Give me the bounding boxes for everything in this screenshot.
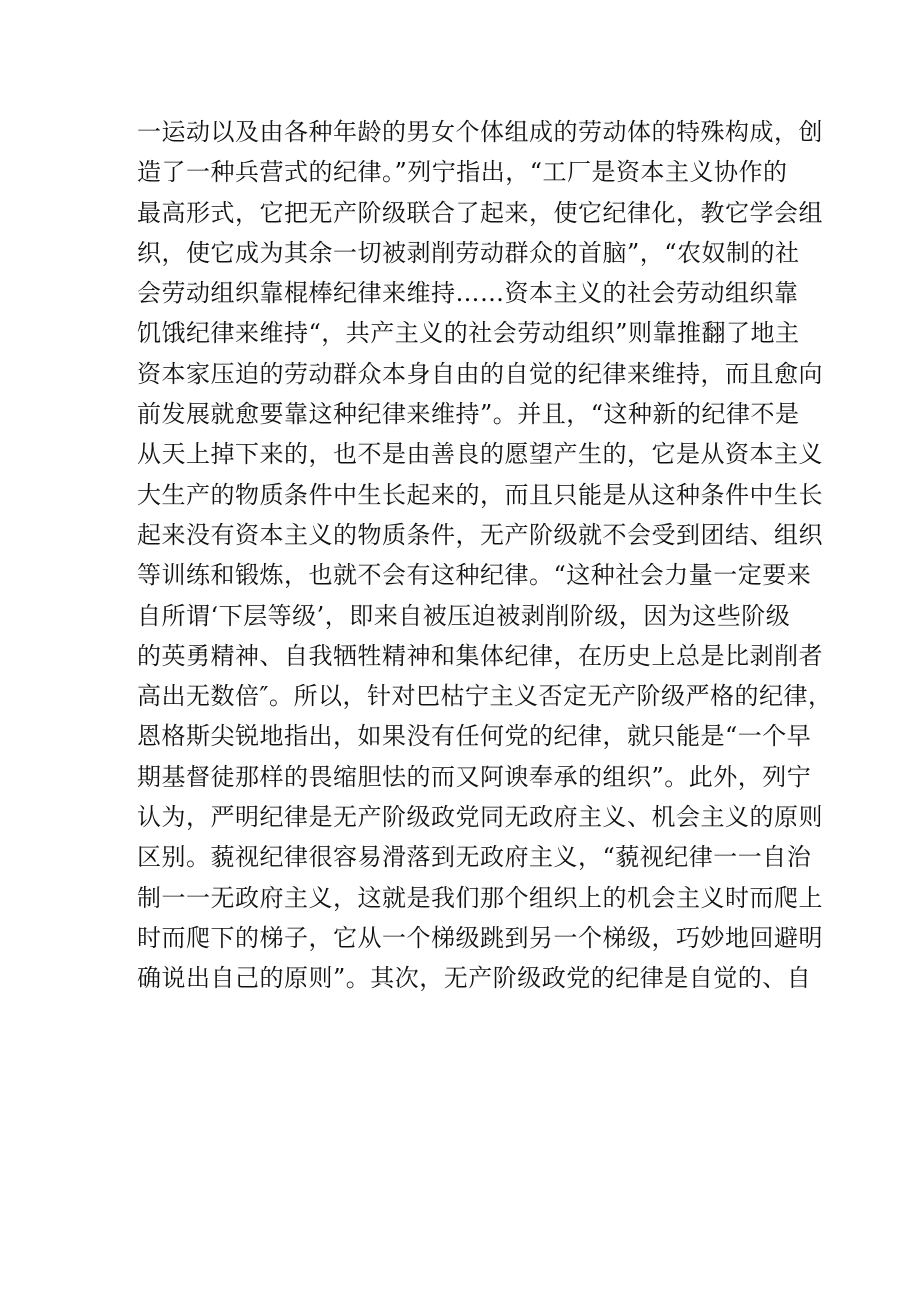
text-line: 高出无数倍″。所以，针对巴枯宁主义否定无产阶级严格的纪律，: [137, 682, 833, 711]
text-line: 织，使它成为其余一切被剥削劳动群众的首脑”，“农奴制的社: [137, 238, 800, 267]
text-line: 确说出自己的原则”。其次，无产阶级政党的纪律是自觉的、自: [137, 964, 812, 993]
text-line: 自所谓‘下层等级’，即来自被压迫被剥削阶级，因为这些阶级: [137, 601, 791, 630]
text-line: 资本家压迫的劳动群众本身自由的自觉的纪律来维持，而且愈向: [137, 359, 823, 388]
text-line: 时而爬下的梯子，它从一个梯级跳到另一个梯级，巧妙地回避明: [137, 923, 823, 952]
text-line: 从天上掉下来的，也不是由善良的愿望产生的，它是从资本主义: [137, 440, 823, 469]
text-line: 一运动以及由各种年龄的男女个体组成的劳动体的特殊构成，创: [137, 118, 823, 146]
text-line: 期基督徒那样的畏缩胆怯的而又阿谀奉承的组织”。此外，列宁: [137, 762, 812, 791]
text-line: 前发展就愈要靠这种纪律来维持”。并且，“这种新的纪律不是: [137, 400, 800, 429]
text-line: 恩格斯尖锐地指出，如果没有任何党的纪律，就只能是“一个早: [137, 722, 812, 751]
text-line: 大生产的物质条件中生长起来的，而且只能是从这种条件中生长: [137, 480, 823, 509]
text-line: 起来没有资本主义的物质条件，无产阶级就不会受到团结、组织: [137, 520, 823, 549]
text-line: 最高形式，它把无产阶级联合了起来，使它纪律化，教它学会组: [137, 198, 823, 227]
text-line: 饥饿纪律来维持“，共产主义的社会劳动组织”则靠推翻了地主: [137, 319, 800, 348]
body-text: [137, 112, 833, 999]
text-line: 的英勇精神、自我牺牲精神和集体纪律，在历史上总是比剥削者: [137, 641, 823, 670]
text-line: 等训练和锻炼，也就不会有这种纪律。“这种社会力量一定要来: [137, 561, 812, 590]
text-line: 区别。藐视纪律很容易滑落到无政府主义，“藐视纪律一一自治: [137, 843, 812, 872]
text-line: 制一一无政府主义，这就是我们那个组织上的机会主义时而爬上: [137, 883, 823, 912]
text-line: 造了一种兵营式的纪律。”列宁指出，“工厂是资本主义协作的: [137, 158, 788, 187]
text-line: 会劳动组织靠棍棒纪律来维持……资本主义的社会劳动组织靠: [137, 279, 799, 308]
text-line: 认为，严明纪律是无产阶级政党同无政府主义、机会主义的原则: [137, 803, 823, 832]
